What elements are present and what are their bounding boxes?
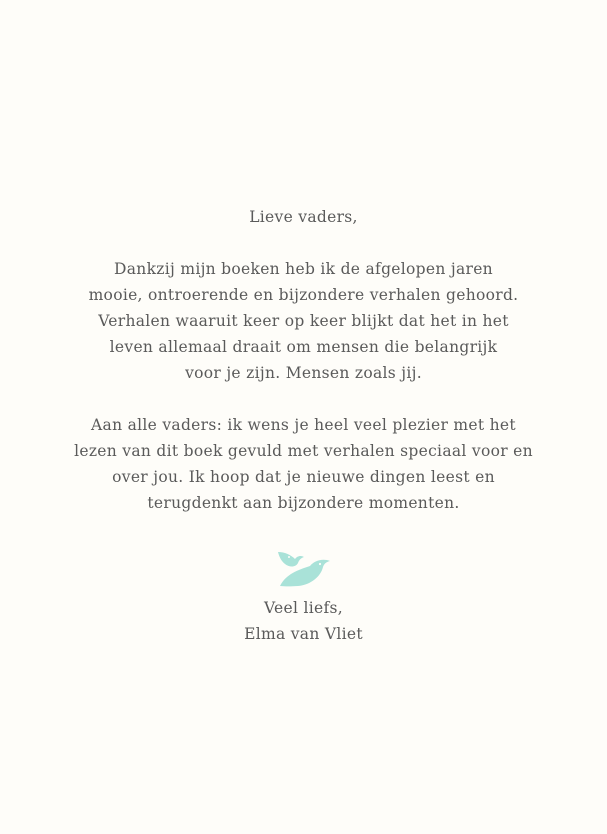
- small-bird-shape: [278, 552, 304, 567]
- letter-paragraph-2: [0, 412, 607, 516]
- signature-line: Elma van Vliet: [244, 625, 363, 643]
- closing-line: Veel liefs,: [263, 599, 343, 617]
- paragraph-line: voor je zijn. Mensen zoals jij.: [185, 364, 422, 382]
- letter-greeting: [0, 204, 607, 230]
- paragraph-line: Verhalen waaruit keer op keer blijkt dat het in het: [98, 312, 509, 330]
- letter-closing: [0, 595, 607, 647]
- paragraph-line: Dankzij mijn boeken heb ik de afgelopen jaren: [114, 260, 493, 278]
- small-bird-eye: [288, 556, 290, 558]
- paragraph-line: Aan alle vaders: ik wens je heel veel plezier met het: [91, 416, 516, 434]
- paragraph-line: mooie, ontroerende en bijzondere verhalen gehoord.: [88, 286, 519, 304]
- large-bird-eye: [319, 563, 321, 565]
- letter-paragraph-1: [0, 256, 607, 386]
- paragraph-line: over jou. Ik hoop dat je nieuwe dingen leest en: [112, 468, 495, 486]
- greeting-line: Lieve vaders,: [249, 208, 358, 226]
- birds-icon: [276, 550, 332, 590]
- paragraph-line: terugdenkt aan bijzondere momenten.: [147, 494, 460, 512]
- paragraph-line: leven allemaal draait om mensen die belangrijk: [109, 338, 498, 356]
- paragraph-line: lezen van dit boek gevuld met verhalen speciaal voor en: [74, 442, 533, 460]
